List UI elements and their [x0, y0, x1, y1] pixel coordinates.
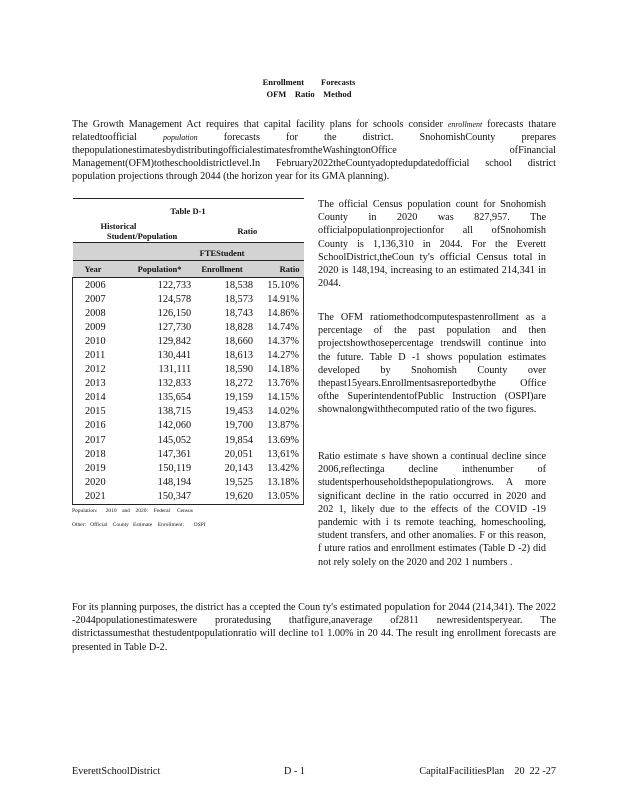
cell-year: 2011: [73, 348, 128, 362]
planning-text-b: (214,341). The 2022 -2044populationestimateswere proratedusing thatfigure,anaverage of2811 newresidentsperyear. The districtassumesthat thestudentpopulationratio will decline to1 1.00% in 20 44. The result ing enrollment forecasts are presented in Table D-2.: [72, 602, 556, 653]
cell-population: 130,441: [157, 350, 192, 362]
footer-district: EverettSchoolDistrict: [72, 766, 161, 777]
intro-paragraph: [72, 118, 556, 183]
cell-population: 129,842: [157, 335, 192, 347]
cell-year: 2016: [73, 419, 128, 433]
cell-population: 150,119: [158, 462, 192, 474]
column-header-population: Population*: [128, 261, 191, 278]
table-row: [73, 391, 304, 405]
ofm-method-paragraph: [318, 311, 546, 417]
table-row: [73, 447, 304, 461]
cell-enrollment: 20,051: [224, 448, 253, 460]
census-paragraph: [318, 198, 546, 290]
cell-population: 126,150: [157, 307, 192, 319]
cell-ratio: 14.02%: [253, 405, 304, 419]
cell-enrollment: 18,660: [224, 335, 253, 347]
cell-year: 2006: [73, 278, 128, 293]
planning-paragraph: [72, 601, 556, 654]
table-row: [73, 405, 304, 419]
cell-ratio: 13.76%: [253, 377, 304, 391]
cell-enrollment: 20,143: [224, 462, 253, 474]
cell-year: 2009: [73, 320, 128, 334]
table-row: [73, 348, 304, 362]
cell-population: 150,347: [128, 489, 191, 504]
column-header-ratio: Ratio: [253, 261, 304, 278]
cell-enrollment: 18,613: [224, 350, 253, 362]
cell-population: 138,715: [157, 406, 192, 418]
cell-ratio: 13.87%: [253, 419, 304, 433]
table-notes: [72, 507, 304, 529]
cell-ratio: 14.18%: [253, 363, 304, 377]
table-row: [73, 475, 304, 489]
page-heading: [0, 76, 618, 100]
cell-enrollment: 19,453: [224, 406, 253, 418]
cell-ratio: 13.42%: [253, 461, 304, 475]
intro-text-c: forecasts for the district. SnohomishCounty prepares thepopulationestimatesbydistributingofficialestimatesfromtheWashingtonOffice ofFinancial Management(OFM)totheschooldistrictlevel.In February2022theCountyadoptedupdatedofficial school district population projections through 2044 (the horizon year for its GMA planning).: [72, 132, 556, 182]
table-subtitle-ratio: Ratio: [237, 226, 258, 236]
intro-em-enrollment: enrollment: [447, 120, 483, 129]
table-row: [73, 320, 304, 334]
cell-ratio: 13.05%: [253, 489, 304, 504]
cell-year: 2008: [73, 306, 128, 320]
ratio-decline-text: Ratio estimate s have shown a continual decline since 2006,reflectinga decline inthenumber of studentsperhouseholdsthepopulationgrows. A more significant decline in the ratio occurred in 2020 and 202 1, likely due to the effects of the COVID -19 pandemic with i ts remote teaching, homeschooling, student transfers, and other anomalies. F or this reason, f uture ratios and enrollment estimates (Table D -2) did not rely solely on the 2020 and 202 1 numbers .: [318, 451, 546, 568]
cell-ratio: 14.91%: [253, 292, 304, 306]
cell-enrollment: 19,620: [191, 489, 253, 504]
cell-population: 132,833: [157, 378, 192, 390]
table-row: [73, 377, 304, 391]
table-note-population: Population: 2010 and 2020: Federal Census: [72, 507, 193, 514]
ofm-method-text: The OFM ratiomethodcomputespastenrollment as a percentage of the past population and then projectshowthosepercentage trendswill continue into the future. Table D -1 shows population estimates developed by Snohomish County over thepast15years.Enrollmentsasreportedbythe Office ofthe SuperintendentofPublic Instruction (OSPI)are shownalongwiththecomputed ratio of the two figures.: [318, 312, 546, 416]
table-subtitle-student-population: Student/Population: [106, 231, 178, 241]
table-row: [73, 489, 304, 504]
cell-ratio: 13.69%: [253, 433, 304, 447]
census-text-emphasis: ty's official Census total: [419, 250, 533, 263]
heading-line-2: OFM Ratio Method: [266, 89, 352, 99]
cell-population: 147,361: [157, 448, 192, 460]
intro-text-b: forecasts thatare relatedtoofficial: [72, 119, 556, 143]
table-subtitle-historical: Historical: [100, 221, 137, 231]
cell-ratio: 15.10%: [253, 278, 304, 293]
column-header-fte-top: FTEStudent: [191, 243, 253, 261]
column-header-year: Year: [73, 261, 128, 278]
cell-year: 2015: [73, 405, 128, 419]
planning-text-emphasis: ty's estimated population for 2044: [322, 601, 470, 613]
ratio-decline-paragraph: [318, 450, 546, 569]
cell-year: 2007: [73, 292, 128, 306]
table-note-sources: Other: Official County Estimate Enrollment: OSPI: [72, 521, 206, 528]
cell-population: 142,060: [157, 420, 192, 432]
column-header-enrollment: Enrollment: [191, 261, 253, 278]
table-row: [73, 306, 304, 320]
table-row: [73, 363, 304, 377]
cell-population: 124,578: [157, 293, 192, 305]
table-row: [73, 292, 304, 306]
table-row: [73, 278, 304, 293]
cell-ratio: 14.74%: [253, 320, 304, 334]
cell-year: 2012: [73, 363, 128, 377]
cell-population: 131,111: [158, 364, 192, 376]
cell-enrollment: 19,525: [224, 476, 253, 488]
cell-enrollment: 18,590: [224, 364, 253, 376]
planning-text-a: For its planning purposes, the district has a ccepted the Coun: [72, 602, 323, 613]
table-row: [73, 419, 304, 433]
cell-ratio: 13.18%: [253, 475, 304, 489]
cell-year: 2019: [73, 461, 128, 475]
cell-year: 2017: [73, 433, 128, 447]
cell-enrollment: 18,573: [224, 293, 253, 305]
table-row: [73, 433, 304, 447]
intro-em-population: population: [162, 133, 198, 142]
footer-plan-title: CapitalFacilitiesPlan 20 22 -27: [419, 766, 556, 777]
cell-year: 2014: [73, 391, 128, 405]
intro-text-a: The Growth Management Act requires that capital facility plans for schools consider: [72, 119, 448, 130]
cell-population: 135,654: [157, 392, 192, 404]
cell-year: 2021: [73, 489, 128, 504]
cell-population: 122,733: [157, 279, 192, 291]
heading-line-1: Enrollment Forecasts: [262, 77, 356, 87]
cell-ratio: 13,61%: [253, 447, 304, 461]
cell-enrollment: 19,159: [224, 392, 253, 404]
cell-population: 145,052: [157, 434, 192, 446]
cell-year: 2010: [73, 334, 128, 348]
cell-enrollment: 18,538: [224, 279, 253, 291]
cell-population: 127,730: [157, 321, 192, 333]
census-text-a: The official Census population count for Snohomish County in 2020 was 827,957. The officialpopulationprojectionfor all ofSnohomish County is 1,136,310 in 2044. For the Everett SchoolDistrict,theCoun: [318, 199, 546, 263]
page-footer: [72, 766, 556, 780]
table-row: [73, 334, 304, 348]
cell-population: 148,194: [157, 476, 192, 488]
cell-year: 2020: [73, 475, 128, 489]
population-table-block: [72, 198, 304, 529]
cell-enrollment: 19,854: [224, 434, 253, 446]
cell-enrollment: 18,743: [224, 307, 253, 319]
cell-enrollment: 19,700: [224, 420, 253, 432]
cell-year: 2013: [73, 377, 128, 391]
cell-ratio: 14.15%: [253, 391, 304, 405]
population-ratio-table: [72, 198, 304, 505]
table-row: [73, 461, 304, 475]
cell-enrollment: 18,272: [224, 378, 253, 390]
cell-ratio: 14.27%: [253, 348, 304, 362]
cell-ratio: 14.86%: [253, 306, 304, 320]
cell-ratio: 14.37%: [253, 334, 304, 348]
cell-year: 2018: [73, 447, 128, 461]
table-title: Table D-1: [73, 199, 304, 221]
cell-enrollment: 18,828: [224, 321, 253, 333]
census-text-b: in 2020 is 148,194, increasing to an estimated 214,341 in 2044.: [318, 251, 546, 290]
footer-page-number: D - 1: [284, 766, 305, 777]
table-body: [73, 278, 304, 505]
